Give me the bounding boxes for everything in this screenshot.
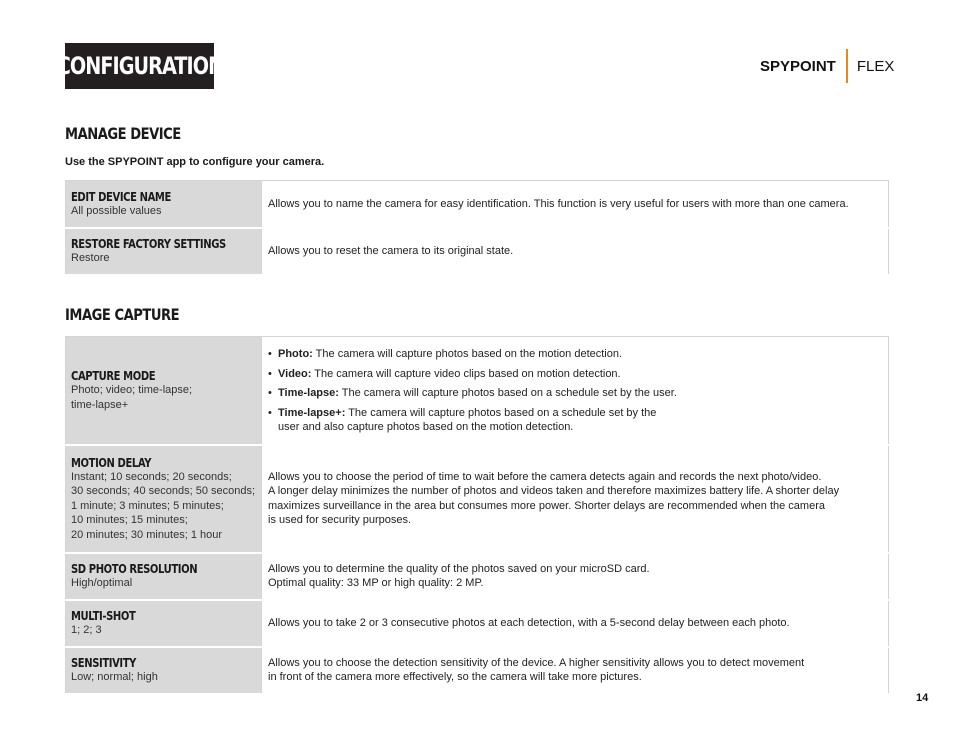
setting-label-cell bbox=[66, 600, 262, 647]
brand-divider bbox=[846, 49, 848, 83]
setting-values: All possible values bbox=[71, 205, 162, 217]
setting-values: 1; 2; 3 bbox=[71, 624, 102, 637]
setting-values: Restore bbox=[71, 252, 110, 265]
setting-label-cell bbox=[66, 337, 262, 445]
table-row bbox=[66, 445, 889, 553]
section-title-manage-device: MANAGE DEVICE bbox=[65, 124, 181, 143]
setting-description: Allows you to reset the camera to its original state. bbox=[262, 228, 889, 275]
setting-description: Allows you to choose the detection sensitivity of the device. A higher sensitivity allows you to detect movement in front of the camera more effectively, so the camera will take more pictures. bbox=[262, 647, 889, 694]
list-item: • Time-lapse: The camera will capture photos based on a schedule set by the user. bbox=[268, 386, 880, 400]
table-row bbox=[66, 181, 889, 228]
setting-label-cell bbox=[66, 445, 262, 553]
setting-description: Allows you to name the camera for easy identification. This function is very useful for users with more than one camera. bbox=[262, 181, 889, 228]
setting-name: EDIT DEVICE NAME bbox=[71, 189, 171, 204]
setting-name: CAPTURE MODE bbox=[71, 368, 156, 384]
brand-name: SPYPOINT bbox=[760, 57, 836, 75]
setting-description bbox=[262, 337, 889, 445]
page-number: 14 bbox=[916, 692, 929, 704]
list-item: • Time-lapse+: The camera will capture photos based on a schedule set by the user and also capture photos based on the motion detection. bbox=[268, 406, 880, 434]
setting-label-cell bbox=[66, 553, 262, 600]
page-title-box bbox=[56, 43, 223, 89]
table-row bbox=[66, 337, 889, 445]
table-row bbox=[66, 647, 889, 694]
setting-label-cell bbox=[66, 647, 262, 694]
image-capture-table bbox=[65, 336, 889, 695]
setting-name: RESTORE FACTORY SETTINGS bbox=[71, 236, 226, 252]
manage-device-table bbox=[65, 180, 889, 276]
setting-description: Allows you to determine the quality of the photos saved on your microSD card. Optimal quality: 33 MP or high quality: 2 MP. bbox=[262, 553, 889, 600]
brand-logo bbox=[760, 49, 894, 83]
setting-values: Photo; video; time-lapse; bbox=[71, 384, 193, 397]
setting-values: Low; normal; high bbox=[71, 671, 158, 684]
setting-name: MOTION DELAY bbox=[71, 454, 152, 470]
setting-values: 20 minutes; 30 minutes; 1 hour bbox=[71, 528, 223, 541]
list-item: • Video: The camera will capture video clips based on motion detection. bbox=[268, 367, 880, 381]
table-row bbox=[66, 228, 889, 275]
setting-values: 1 minute; 3 minutes; 5 minutes; bbox=[71, 499, 224, 512]
setting-name: SD PHOTO RESOLUTION bbox=[71, 561, 198, 577]
section-title-image-capture: IMAGE CAPTURE bbox=[65, 305, 180, 324]
brand-model: FLEX bbox=[856, 57, 895, 75]
setting-description: Allows you to choose the period of time to wait before the camera detects again and records the next photo/video. A longer delay minimizes the number of photos and videos taken and therefore maximizes battery life. A shorter delay maximizes surveillance in the area but consumes more power. Shorter delays are recommended when the camera is used for security purposes. bbox=[262, 445, 889, 553]
table-row bbox=[66, 553, 889, 600]
setting-values: Instant; 10 seconds; 20 seconds; bbox=[71, 470, 232, 483]
capture-mode-list bbox=[268, 347, 880, 434]
setting-name: MULTI-SHOT bbox=[71, 608, 136, 624]
page-title: CONFIGURATION bbox=[56, 52, 223, 80]
setting-description: Allows you to take 2 or 3 consecutive photos at each detection, with a 5-second delay between each photo. bbox=[262, 600, 889, 647]
setting-values: High/optimal bbox=[71, 577, 133, 590]
setting-name: SENSITIVITY bbox=[71, 655, 136, 671]
table-row bbox=[66, 600, 889, 647]
list-item: • Photo: The camera will capture photos based on the motion detection. bbox=[268, 347, 880, 361]
setting-label-cell bbox=[66, 181, 262, 228]
setting-values: time-lapse+ bbox=[71, 398, 129, 411]
manage-device-intro: Use the SPYPOINT app to configure your camera. bbox=[65, 156, 325, 168]
setting-label-cell bbox=[66, 228, 262, 275]
setting-values: 30 seconds; 40 seconds; 50 seconds; bbox=[71, 485, 256, 498]
setting-values: 10 minutes; 15 minutes; bbox=[71, 514, 188, 527]
